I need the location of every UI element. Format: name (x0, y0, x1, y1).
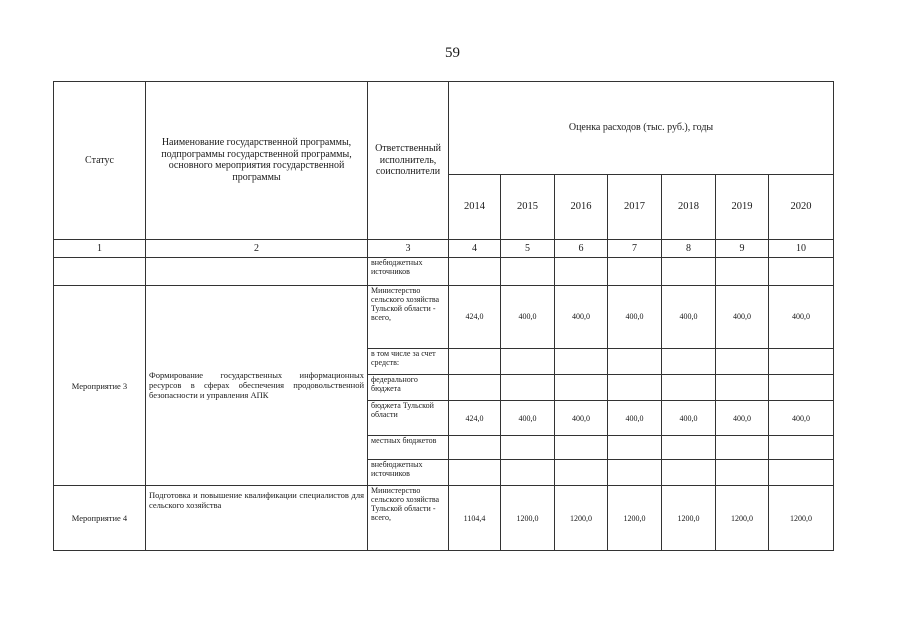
empty-cell (146, 257, 368, 285)
expense-table (53, 81, 834, 551)
value-cell: 1200,0 (662, 486, 716, 551)
responsible-cell: внебюджетных источников (368, 257, 449, 285)
value-cell: 424,0 (449, 401, 501, 435)
empty-cell (769, 459, 834, 485)
column-number: 4 (449, 239, 501, 257)
value-cell: 400,0 (769, 401, 834, 435)
value-cell: 400,0 (608, 401, 662, 435)
value-cell: 400,0 (608, 286, 662, 349)
header-year: 2017 (608, 174, 662, 239)
column-number: 6 (555, 239, 608, 257)
empty-cell (608, 257, 662, 285)
value-cell: 1200,0 (716, 486, 769, 551)
column-number: 8 (662, 239, 716, 257)
empty-cell (555, 459, 608, 485)
header-responsible: Ответственный исполнитель, соисполнители (368, 82, 449, 240)
responsible-cell: Министерство сельского хозяйства Тульской области - всего, (368, 286, 449, 349)
value-cell: 400,0 (716, 286, 769, 349)
empty-cell (769, 435, 834, 459)
column-number: 2 (146, 239, 368, 257)
empty-cell (662, 435, 716, 459)
value-cell: 424,0 (449, 286, 501, 349)
empty-cell (662, 348, 716, 374)
column-number: 5 (501, 239, 555, 257)
value-cell: 400,0 (555, 286, 608, 349)
empty-cell (555, 257, 608, 285)
responsible-cell: в том числе за счет средств: (368, 348, 449, 374)
empty-cell (662, 375, 716, 401)
empty-cell (501, 257, 555, 285)
value-cell: 1200,0 (769, 486, 834, 551)
empty-cell (501, 459, 555, 485)
empty-cell (555, 375, 608, 401)
empty-cell (449, 348, 501, 374)
empty-cell (662, 459, 716, 485)
header-year: 2018 (662, 174, 716, 239)
empty-cell (501, 348, 555, 374)
header-year: 2019 (716, 174, 769, 239)
responsible-cell: федерального бюджета (368, 375, 449, 401)
column-number: 3 (368, 239, 449, 257)
activity-name: Формирование государственных информационных ресурсов в сферах обеспечения продовольственной безопасности и управления АПК (146, 286, 368, 486)
value-cell: 1200,0 (608, 486, 662, 551)
column-number: 10 (769, 239, 834, 257)
value-cell: 1200,0 (501, 486, 555, 551)
header-year: 2015 (501, 174, 555, 239)
column-number: 1 (54, 239, 146, 257)
empty-cell (769, 348, 834, 374)
header-name: Наименование государственной программы, подпрограммы государственной программы, основного мероприятия государственной программы (146, 82, 368, 240)
header-year: 2016 (555, 174, 608, 239)
empty-cell (769, 375, 834, 401)
responsible-cell: Министерство сельского хозяйства Тульской области - всего, (368, 486, 449, 551)
empty-cell (716, 348, 769, 374)
empty-cell (608, 375, 662, 401)
empty-cell (716, 459, 769, 485)
status-cell: Мероприятие 4 (54, 486, 146, 551)
header-year: 2020 (769, 174, 834, 239)
empty-cell (501, 435, 555, 459)
value-cell: 400,0 (662, 286, 716, 349)
responsible-cell: местных бюджетов (368, 435, 449, 459)
page-number: 59 (445, 45, 460, 61)
value-cell: 1200,0 (555, 486, 608, 551)
header-cost: Оценка расходов (тыс. руб.), годы (449, 82, 834, 175)
value-cell: 400,0 (662, 401, 716, 435)
empty-cell (501, 375, 555, 401)
header-year: 2014 (449, 174, 501, 239)
empty-cell (449, 435, 501, 459)
header-status: Статус (54, 82, 146, 240)
empty-cell (716, 257, 769, 285)
value-cell: 400,0 (501, 286, 555, 349)
empty-cell (449, 257, 501, 285)
empty-cell (608, 459, 662, 485)
column-number: 9 (716, 239, 769, 257)
column-number: 7 (608, 239, 662, 257)
status-cell: Мероприятие 3 (54, 286, 146, 486)
empty-cell (769, 257, 834, 285)
responsible-cell: внебюджетных источников (368, 459, 449, 485)
value-cell: 400,0 (716, 401, 769, 435)
empty-cell (662, 257, 716, 285)
activity-name: Подготовка и повышение квалификации специалистов для сельского хозяйства (146, 486, 368, 551)
value-cell: 400,0 (769, 286, 834, 349)
value-cell: 1104,4 (449, 486, 501, 551)
responsible-cell: бюджета Тульской области (368, 401, 449, 435)
empty-cell (449, 459, 501, 485)
empty-cell (54, 257, 146, 285)
empty-cell (716, 435, 769, 459)
empty-cell (449, 375, 501, 401)
empty-cell (716, 375, 769, 401)
empty-cell (608, 435, 662, 459)
value-cell: 400,0 (555, 401, 608, 435)
empty-cell (555, 435, 608, 459)
empty-cell (608, 348, 662, 374)
empty-cell (555, 348, 608, 374)
value-cell: 400,0 (501, 401, 555, 435)
